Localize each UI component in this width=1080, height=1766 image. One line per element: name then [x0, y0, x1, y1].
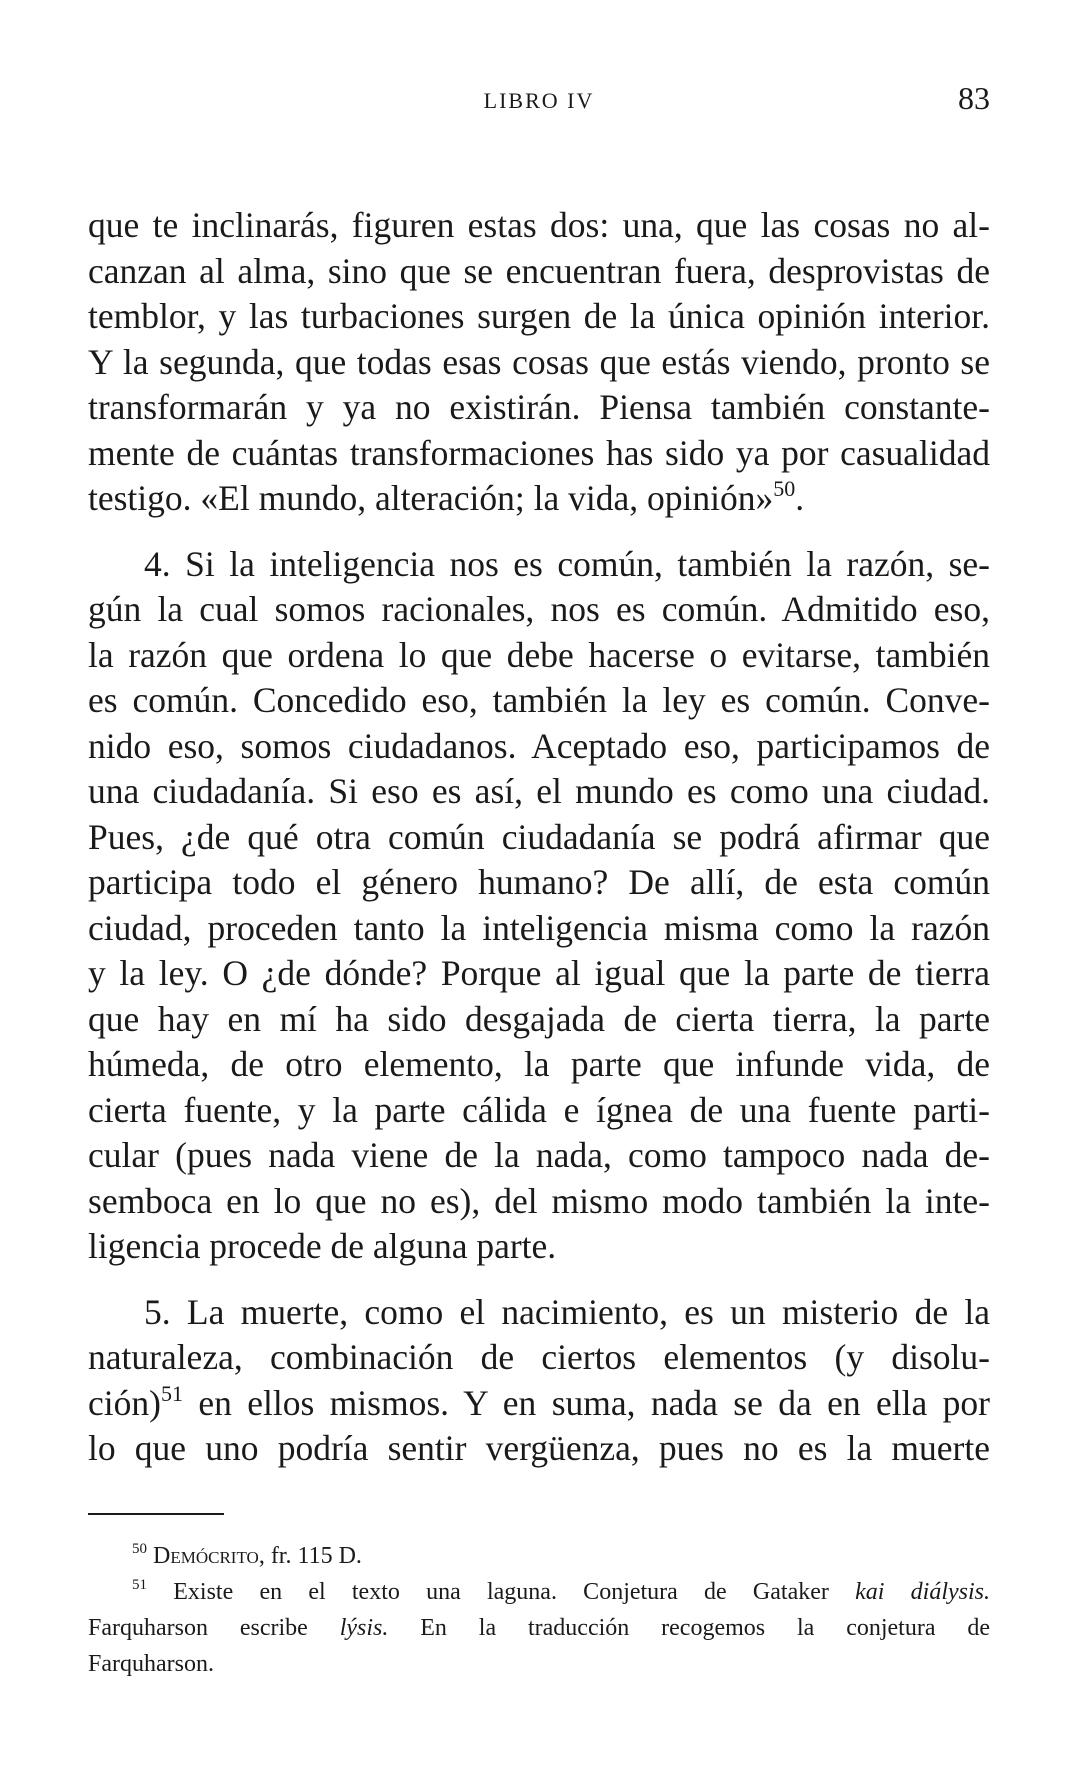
footnotes: [88, 1538, 990, 1682]
footnote-line: Farquharson.: [88, 1651, 214, 1677]
text-line: cular (pues nada viene de la nada, como tampoco nada de-: [88, 1135, 990, 1175]
footnote-author: Demócrito: [153, 1543, 259, 1569]
page-number: 83: [958, 80, 990, 116]
footnote-text: Farquharson escribe: [88, 1615, 340, 1641]
footnote-50: [88, 1538, 990, 1574]
text-line: naturaleza, combinación de ciertos elementos (y disolu-: [88, 1337, 990, 1377]
text-line: temblor, y las turbaciones surgen de la única opinión interior.: [88, 296, 990, 336]
running-head: [88, 80, 990, 120]
text-line: canzan al alma, sino que se encuentran fuera, desprovistas de: [88, 250, 990, 291]
text-segment: .: [795, 478, 805, 518]
text-segment: testigo. «El mundo, alteración; la vida, opinión»: [88, 478, 774, 518]
text-line: Pues, ¿de qué otra común ciudadanía se podrá afirmar que: [88, 816, 990, 857]
paragraph-gap: [88, 1270, 990, 1290]
running-title: LIBRO IV: [483, 88, 595, 113]
footnote-text: , fr. 115 D.: [258, 1543, 362, 1569]
text-line: 5. La muerte, como el nacimiento, es un misterio de la: [144, 1291, 990, 1332]
text-line: participa todo el género humano? De allí, de esta común: [88, 862, 990, 902]
text-line: ligencia procede de alguna parte.: [88, 1226, 557, 1266]
text-line: semboca en lo que no es), del mismo modo también la inte-: [88, 1180, 990, 1221]
text-line: es común. Concedido eso, también la ley es común. Conve-: [88, 680, 990, 720]
footnote-marker: 50: [132, 1541, 147, 1557]
text-line: húmeda, de otro elemento, la parte que infunde vida, de: [88, 1044, 990, 1084]
text-line: cierta fuente, y la parte cálida e ígnea de una fuente parti-: [88, 1089, 990, 1130]
text-segment: ción): [88, 1382, 161, 1423]
text-line: una ciudadanía. Si eso es así, el mundo es como una ciudad.: [88, 771, 990, 811]
footnote-line: [88, 1610, 990, 1646]
text-line: la razón que ordena lo que debe hacerse o evitarse, también: [88, 634, 990, 675]
text-line: [88, 1381, 990, 1427]
footnote-text: Existe en el texto una laguna. Conjetura de Gataker: [173, 1579, 856, 1605]
text-line: mente de cuántas transformaciones has sido ya por casualidad: [88, 432, 990, 473]
footnote-rule: [88, 1513, 224, 1515]
text-line: Y la segunda, que todas esas cosas que estás viendo, pronto se: [88, 341, 990, 382]
text-line: y la ley. O ¿de dónde? Porque al igual que la parte de tierra: [88, 953, 990, 993]
text-segment: en ellos mismos. Y en suma, nada se da en ella por: [182, 1382, 990, 1423]
text-line: lo que uno podría sentir vergüenza, pues no es la muerte: [88, 1428, 990, 1468]
footnote-italic: lýsis.: [339, 1615, 389, 1641]
footnote-51: [88, 1574, 990, 1610]
footnote-text: En la traducción recogemos la conjetura de: [388, 1615, 991, 1641]
footnote-italic: kai diálysis.: [855, 1579, 990, 1605]
text-line: gún la cual somos racionales, nos es común. Admitido eso,: [88, 589, 990, 629]
text-line: ciudad, proceden tanto la inteligencia misma como la razón: [88, 907, 990, 948]
footnote-marker: 51: [132, 1577, 147, 1593]
text-line: nido eso, somos ciudadanos. Aceptado eso, participamos de: [88, 725, 990, 766]
footnote-ref-51: 51: [160, 1380, 183, 1406]
text-line: que te inclinarás, figuren estas dos: una, que las cosas no al-: [88, 205, 990, 245]
paragraph-gap: [88, 522, 990, 542]
body-text: [88, 203, 990, 1472]
text-line: transformarán y ya no existirán. Piensa también constante-: [88, 387, 990, 427]
text-line: que hay en mí ha sido desgajada de cierta tierra, la parte: [88, 998, 990, 1039]
footnote-ref-50: 50: [773, 476, 796, 501]
text-line: [88, 476, 990, 522]
text-line: 4. Si la inteligencia nos es común, también la razón, se-: [144, 543, 990, 584]
